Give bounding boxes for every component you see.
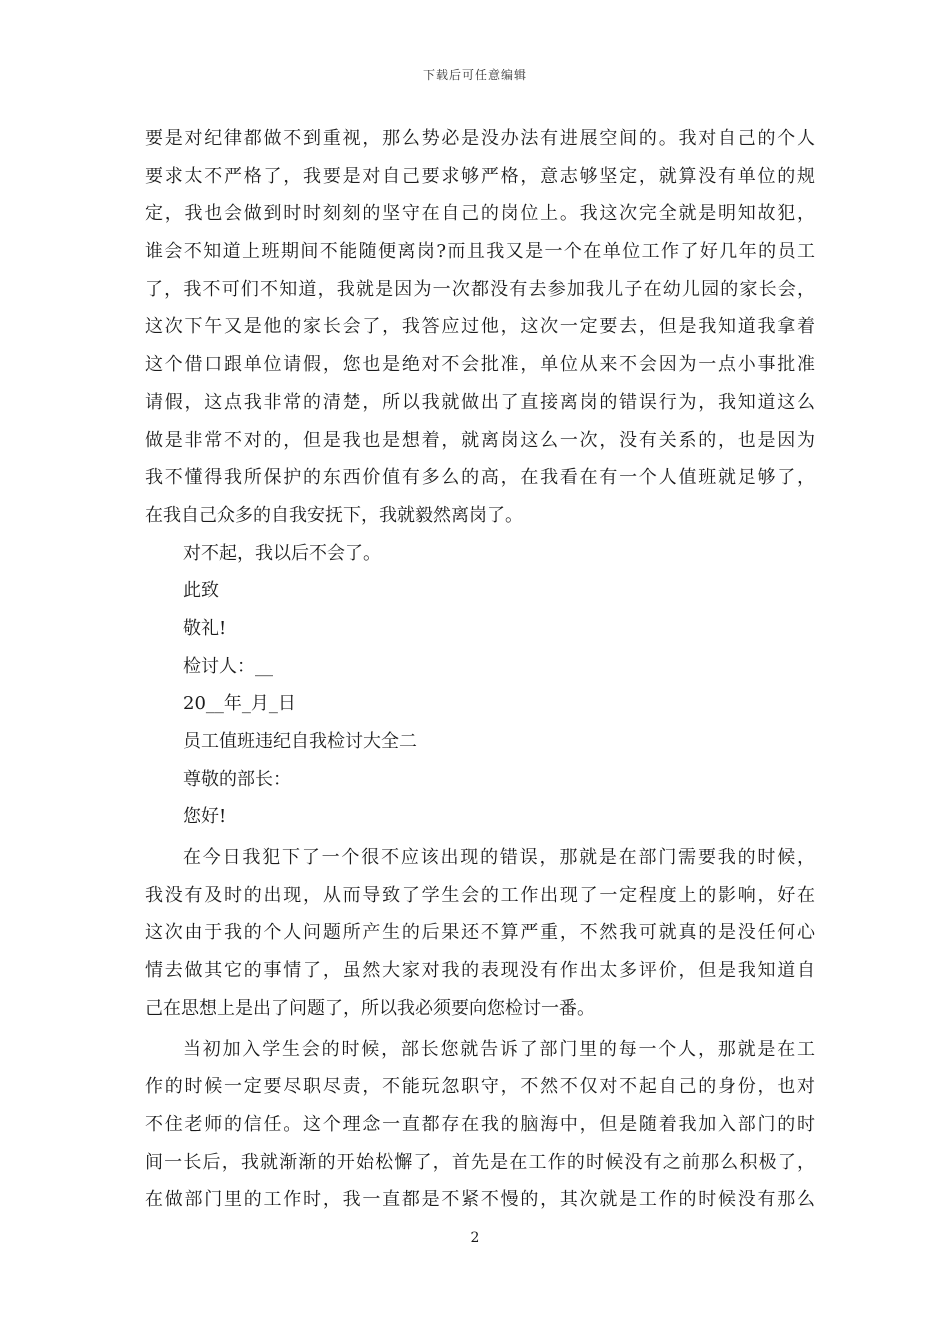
text-line: 不住老师的信任。这个理念一直都存在我的脑海中，但是随着我加入部门的时: [145, 1113, 815, 1135]
text-line: 了，我不可们不知道，我就是因为一次都没有去参加我儿子在幼儿园的家长会，: [145, 278, 815, 300]
apology-line: 对不起，我以后不会了。: [183, 542, 381, 564]
text-line: 我没有及时的出现，从而导致了学生会的工作出现了一定程度上的影响，好在: [145, 884, 815, 906]
paragraph-3: [145, 1031, 815, 1219]
paragraph-1: [145, 120, 815, 535]
document-body: [145, 120, 815, 1219]
date-line: 20__年_月_日: [183, 693, 296, 715]
text-line: 作的时候一定要尽职尽责，不能玩忽职守，不然不仅对不起自己的身份，也对: [145, 1076, 815, 1098]
greeting-line: 尊敬的部长：: [183, 768, 291, 790]
text-line: 要求太不严格了，我要是对自己要求够严格，意志够坚定，就算没有单位的规: [145, 165, 815, 187]
text-line: 请假，这点我非常的清楚，所以我就做出了直接离岗的错误行为，我知道这么: [145, 391, 815, 413]
text-line: 在做部门里的工作时，我一直都是不紧不慢的，其次就是工作的时候没有那么: [145, 1189, 815, 1211]
text-line: 间一长后，我就渐渐的开始松懈了，首先是在工作的时候没有之前那么积极了，: [145, 1151, 815, 1173]
text-line: 谁会不知道上班期间不能随便离岗?而且我又是一个在单位工作了好几年的员工: [145, 241, 815, 263]
text-line: 我不懂得我所保护的东西价值有多么的高，在我看在有一个人值班就足够了，: [145, 467, 815, 489]
text-line: 这次下午又是他的家长会了，我答应过他，这次一定要去，但是我知道我拿着: [145, 316, 815, 338]
text-line: 这次由于我的个人问题所产生的后果还不算严重，不然我可就真的是没任何心: [145, 922, 815, 944]
page-header: 下载后可任意编辑: [422, 68, 527, 82]
section-title: 员工值班违纪自我检讨大全二: [183, 731, 417, 752]
salutation-respect: 敬礼!: [183, 617, 227, 639]
text-line: 在今日我犯下了一个很不应该出现的错误，那就是在部门需要我的时候，: [183, 847, 815, 869]
salutation-to: 此致: [183, 580, 219, 602]
text-line: 这个借口跟单位请假，您也是绝对不会批准，单位从来不会因为一点小事批准: [145, 354, 815, 376]
paragraph-2: [145, 839, 815, 1027]
text-line: 在我自己众多的自我安抚下，我就毅然离岗了。: [145, 504, 523, 526]
hello-line: 您好!: [183, 806, 227, 828]
text-line: 要是对纪律都做不到重视，那么势必是没办法有进展空间的。我对自己的个人: [145, 128, 815, 149]
text-line: 做是非常不对的，但是我也是想着，就离岗这么一次，没有关系的，也是因为: [145, 429, 815, 451]
text-line: 己在思想上是出了问题了，所以我必须要向您检讨一番。: [145, 997, 595, 1019]
text-line: 当初加入学生会的时候，部长您就告诉了部门里的每一个人，那就是在工: [183, 1038, 815, 1060]
signer-line: 检讨人：__: [183, 655, 273, 677]
page-number: 2: [470, 1230, 480, 1246]
text-line: 定，我也会做到时时刻刻的坚守在自己的岗位上。我这次完全就是明知故犯，: [145, 203, 815, 225]
text-line: 情去做其它的事情了，虽然大家对我的表现没有作出太多评价，但是我知道自: [145, 960, 815, 982]
